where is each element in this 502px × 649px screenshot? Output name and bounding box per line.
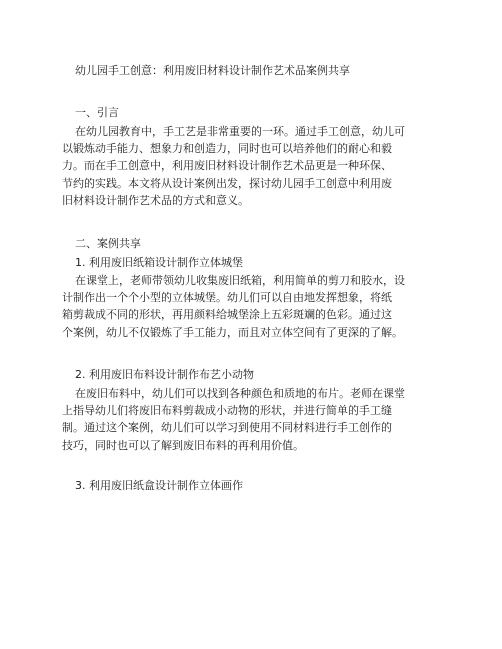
case2-heading: 2. 利用废旧布料设计制作布艺小动物 — [75, 368, 254, 381]
case2-line-4: 技巧，同时也可以了解到废旧布料的再利用价值。 — [62, 438, 304, 452]
case1-line-3: 箱剪裁成不同的形状，再用颜料给城堡涂上五彩斑斓的色彩。通过这 — [62, 308, 392, 322]
intro-line-2: 以锻炼动手能力、想象力和创造力，同时也可以培养他们的耐心和毅 — [62, 142, 392, 156]
case2-line-1: 在废旧布料中，幼儿们可以找到各种颜色和质地的布片。老师在课堂 — [75, 387, 405, 400]
intro-line-1: 在幼儿园教育中，手工艺是非常重要的一环。通过手工创意，幼儿可 — [75, 125, 405, 138]
intro-line-5: 旧材料设计制作艺术品的方式和意义。 — [62, 193, 249, 207]
document-title: 幼儿园手工创意：利用废旧材料设计制作艺术品案例共享 — [75, 64, 350, 77]
intro-line-4: 节约的实践。本文将从设计案例出发，探讨幼儿园手工创意中利用废 — [62, 176, 392, 190]
case1-line-2: 计制作出一个个小型的立体城堡。幼儿们可以自由地发挥想象，将纸 — [62, 291, 392, 305]
case3-heading: 3. 利用废旧纸盒设计制作立体画作 — [75, 479, 243, 492]
case2-line-3: 制。通过这个案例，幼儿们可以学习到使用不同材料进行手工创作的 — [62, 421, 392, 435]
case1-line-1: 在课堂上，老师带领幼儿收集废旧纸箱，利用简单的剪刀和胶水，设 — [75, 274, 405, 287]
cases-heading: 二、案例共享 — [75, 237, 141, 250]
intro-line-3: 力。而在手工创意中，利用废旧材料设计制作艺术品更是一种环保、 — [62, 159, 392, 173]
intro-heading: 一、引言 — [75, 106, 119, 119]
case2-line-2: 上指导幼儿们将废旧布料剪裁成小动物的形状，并进行简单的手工缝 — [62, 404, 392, 418]
case1-heading: 1. 利用废旧纸箱设计制作立体城堡 — [75, 256, 243, 269]
intro-paragraph — [62, 123, 405, 209]
case1-line-4: 个案例，幼儿不仅锻炼了手工能力，而且对立体空间有了更深的了解。 — [62, 325, 403, 339]
case2-paragraph — [62, 385, 405, 454]
case1-paragraph — [62, 272, 405, 341]
